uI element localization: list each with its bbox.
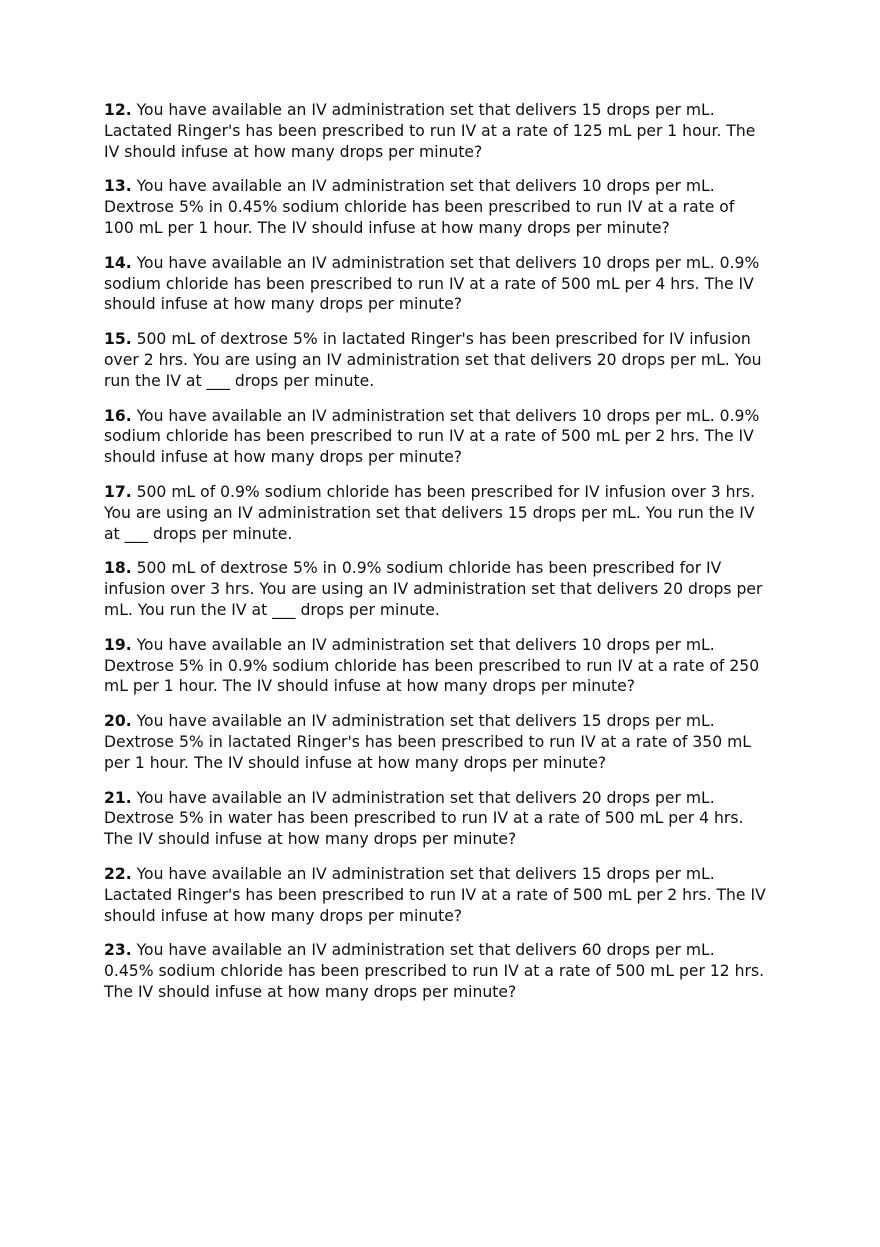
question-number: 14.	[104, 253, 132, 272]
question-23	[104, 940, 784, 1002]
question-number: 18.	[104, 559, 132, 578]
question-16	[104, 406, 784, 468]
question-number: 16.	[104, 406, 132, 425]
question-14	[104, 253, 784, 315]
question-text: You have available an IV administration set that delivers 60 drops per mL. 0.45% sodium chloride has been prescribed to run IV at a rate of 500 mL per 12 hrs. The IV should infuse at how many drops per minute?	[104, 941, 765, 1001]
question-21	[104, 788, 784, 850]
question-text: You have available an IV administration set that delivers 15 drops per mL. Lactated Ringer's has been prescribed to run IV at a rate of 125 mL per 1 hour. The IV should infuse at how many drops per minute?	[104, 101, 756, 161]
question-22	[104, 864, 784, 926]
question-text: You have available an IV administration set that delivers 10 drops per mL. 0.9% sodium chloride has been prescribed to run IV at a rate of 500 mL per 2 hrs. The IV should infuse at how many drops per minute?	[104, 406, 760, 467]
question-number: 12.	[104, 101, 132, 119]
question-15	[104, 329, 784, 391]
question-number: 13.	[104, 177, 132, 196]
question-text: You have available an IV administration set that delivers 10 drops per mL. Dextrose 5% in 0.45% sodium chloride has been prescribed to run IV at a rate of 100 mL per 1 hour. The IV should infuse at how many drops per minute?	[104, 177, 735, 237]
question-number: 23.	[104, 941, 132, 960]
question-12	[104, 100, 784, 162]
question-19	[104, 635, 784, 697]
question-17	[104, 482, 784, 544]
question-number: 15.	[104, 330, 132, 349]
question-text: 500 mL of dextrose 5% in lactated Ringer's has been prescribed for IV infusion over 2 hrs. You are using an IV administration set that delivers 20 drops per mL. You run the IV at ___ drops per minute.	[104, 330, 762, 390]
question-text: 500 mL of 0.9% sodium chloride has been prescribed for IV infusion over 3 hrs. You are using an IV administration set that delivers 15 drops per mL. You run the IV at ___ drops per minute.	[104, 482, 755, 543]
question-text: You have available an IV administration set that delivers 15 drops per mL. Lactated Ringer's has been prescribed to run IV at a rate of 500 mL per 2 hrs. The IV should infuse at how many drops per minute?	[104, 864, 766, 925]
question-18	[104, 558, 784, 620]
question-text: 500 mL of dextrose 5% in 0.9% sodium chloride has been prescribed for IV infusion over 3 hrs. You are using an IV administration set that delivers 20 drops per mL. You run the IV at ___ drops per minute.	[104, 559, 763, 619]
question-number: 21.	[104, 788, 132, 807]
question-text: You have available an IV administration set that delivers 20 drops per mL. Dextrose 5% in water has been prescribed to run IV at a rate of 500 mL per 4 hrs. The IV should infuse at how many drops per minute?	[104, 788, 744, 849]
question-number: 17.	[104, 482, 132, 501]
question-text: You have available an IV administration set that delivers 10 drops per mL. 0.9% sodium chloride has been prescribed to run IV at a rate of 500 mL per 4 hrs. The IV should infuse at how many drops per minute?	[104, 253, 760, 314]
question-number: 20.	[104, 712, 132, 731]
question-13	[104, 176, 784, 238]
question-20	[104, 711, 784, 773]
question-text: You have available an IV administration set that delivers 15 drops per mL. Dextrose 5% in lactated Ringer's has been prescribed to run IV at a rate of 350 mL per 1 hour. The IV should infuse at how many drops per minute?	[104, 712, 751, 772]
question-text: You have available an IV administration set that delivers 10 drops per mL. Dextrose 5% in 0.9% sodium chloride has been prescribed to run IV at a rate of 250 mL per 1 hour. The IV should infuse at how many drops per minute?	[104, 635, 760, 696]
worksheet-page	[104, 100, 784, 1017]
question-number: 19.	[104, 635, 132, 654]
question-number: 22.	[104, 864, 132, 883]
